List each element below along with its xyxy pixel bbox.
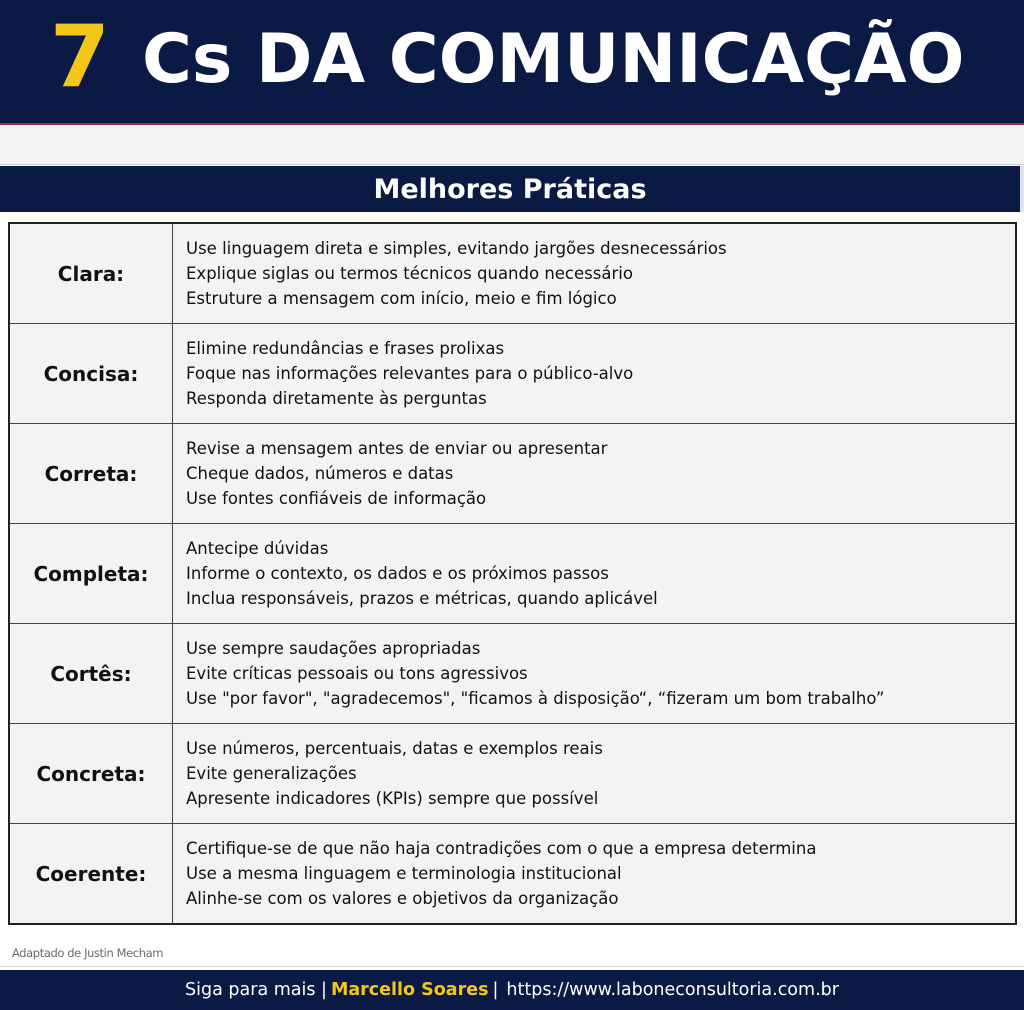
practice-line: Apresente indicadores (KPIs) sempre que possível <box>186 789 599 808</box>
table-row <box>10 324 1015 424</box>
section-bar-edge <box>1020 166 1024 212</box>
practice-line: Use linguagem direta e simples, evitando jargões desnecessários <box>186 239 727 258</box>
practice-line: Explique siglas ou termos técnicos quando necessário <box>186 264 633 283</box>
practice-line: Alinhe-se com os valores e objetivos da organização <box>186 889 619 908</box>
practice-line: Foque nas informações relevantes para o público-alvo <box>186 364 634 383</box>
practice-line: Use números, percentuais, datas e exemplos reais <box>186 739 603 758</box>
practice-line: Revise a mensagem antes de enviar ou apresentar <box>186 439 608 458</box>
practices-table <box>8 222 1017 925</box>
table-row <box>10 724 1015 824</box>
footer-prefix: Siga para mais | <box>185 980 327 1000</box>
practice-line: Elimine redundâncias e frases prolixas <box>186 339 505 358</box>
row-label: Clara: <box>10 224 173 323</box>
practice-line: Inclua responsáveis, prazos e métricas, quando aplicável <box>186 589 658 608</box>
practice-line: Cheque dados, números e datas <box>186 464 454 483</box>
row-content <box>186 536 1011 611</box>
practice-line: Use sempre saudações apropriadas <box>186 639 481 658</box>
row-content <box>186 436 1011 511</box>
table-row <box>10 524 1015 624</box>
section-title: Melhores Práticas <box>0 166 1020 212</box>
footer-divider <box>0 966 1024 967</box>
footer-bar <box>0 970 1024 1010</box>
row-label: Cortês: <box>10 624 173 723</box>
practice-line: Certifique-se de que não haja contradições com o que a empresa determina <box>186 839 817 858</box>
row-content <box>186 636 1011 711</box>
practice-line: Use fontes confiáveis de informação <box>186 489 487 508</box>
row-label: Completa: <box>10 524 173 623</box>
table-row <box>10 824 1015 924</box>
spacer-band <box>0 125 1024 165</box>
title-number: 7 <box>50 7 110 107</box>
row-label: Coerente: <box>10 824 173 924</box>
practice-line: Use a mesma linguagem e terminologia institucional <box>186 864 622 883</box>
practice-line: Informe o contexto, os dados e os próximos passos <box>186 564 609 583</box>
row-label: Concisa: <box>10 324 173 423</box>
row-content <box>186 236 1011 311</box>
row-content <box>186 836 1011 911</box>
practice-line: Use "por favor", "agradecemos", "ficamos à disposição“, “fizeram um bom trabalho” <box>186 689 885 708</box>
practice-line: Responda diretamente às perguntas <box>186 389 487 408</box>
credit-note: Adaptado de Justin Mecham <box>12 946 164 960</box>
table-row <box>10 624 1015 724</box>
row-content <box>186 736 1011 811</box>
row-label: Correta: <box>10 424 173 523</box>
header-banner <box>0 0 1024 123</box>
practice-line: Antecipe dúvidas <box>186 539 329 558</box>
practice-line: Estruture a mensagem com início, meio e fim lógico <box>186 289 617 308</box>
practice-line: Evite generalizações <box>186 764 357 783</box>
practice-line: Evite críticas pessoais ou tons agressivos <box>186 664 528 683</box>
row-content <box>186 336 1011 411</box>
website-link[interactable]: https://www.laboneconsultoria.com.br <box>506 980 839 1000</box>
page-title: Cs DA COMUNICAÇÃO <box>142 20 965 99</box>
table-row <box>10 224 1015 324</box>
author-name: Marcello Soares <box>330 980 489 1000</box>
table-row <box>10 424 1015 524</box>
footer-separator: | <box>492 980 499 1000</box>
row-label: Concreta: <box>10 724 173 823</box>
